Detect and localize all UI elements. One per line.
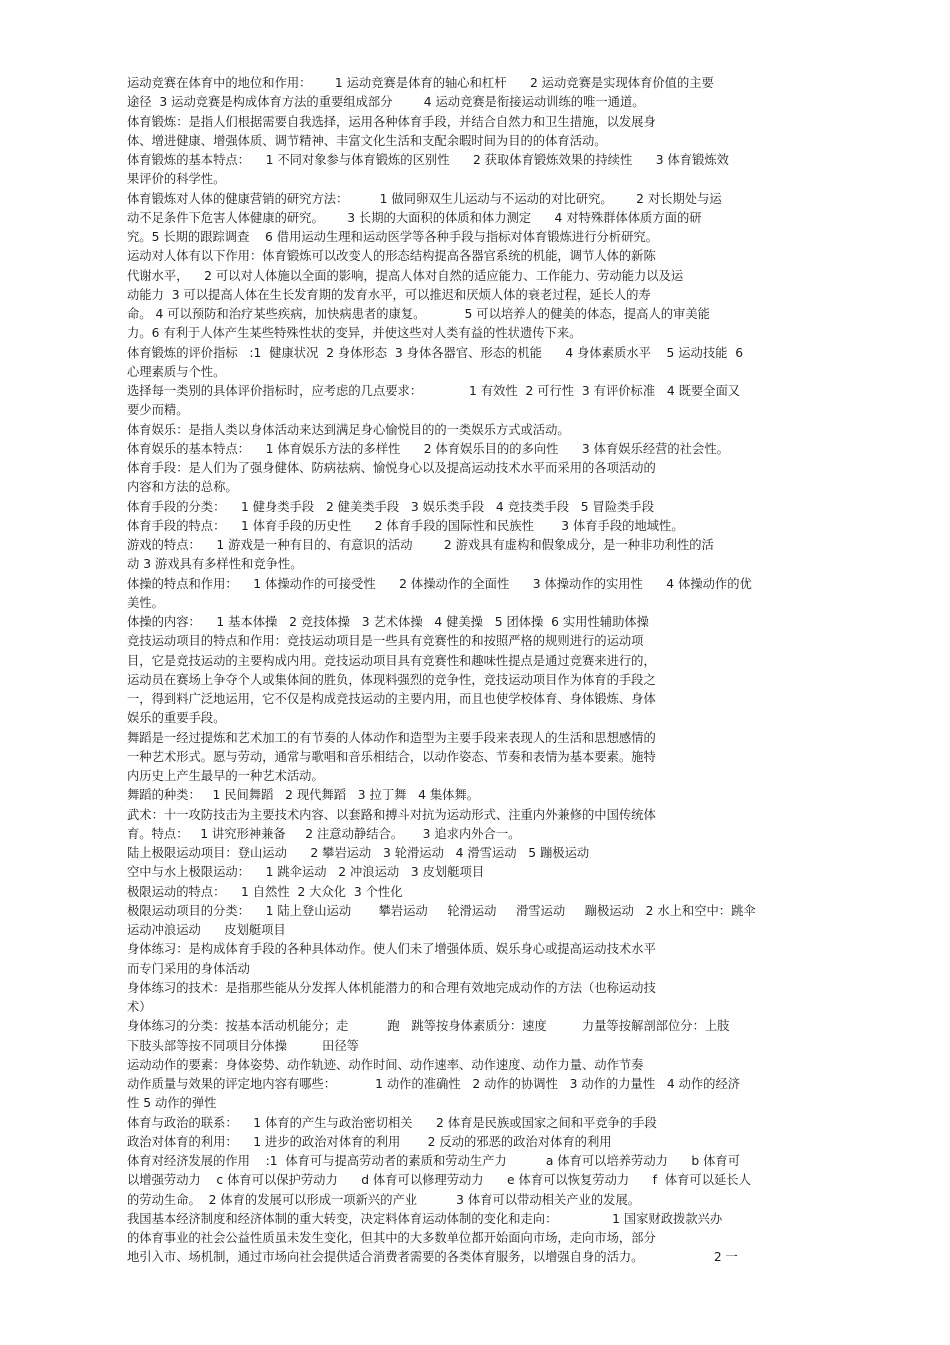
text-line: 心理素质与个性。 <box>127 364 226 379</box>
text-line: 我国基本经济制度和经济体制的重大转变，决定料体育运动体制的变化和走向： 1 国家财政拨款兴办 <box>127 1211 723 1226</box>
text-line: 极限运动项目的分类： 1 陆上登山运动 攀岩运动 轮滑运动 滑雪运动 蹦极运动 2 水上和空中：跳伞 <box>127 903 756 918</box>
text-line: 舞蹈的种类： 1 民间舞蹈 2 现代舞蹈 3 拉丁舞 4 集体舞。 <box>127 788 480 803</box>
text-line: 内历史上产生最早的一种艺术活动。 <box>127 769 324 783</box>
text-line: 运动员在赛场上争夺个人或集体间的胜负，体现料强烈的竞争性，竞技运动项目作为体育的手段之 <box>127 672 656 687</box>
text-line: 内容和方法的总称。 <box>127 480 238 495</box>
text-line: 政治对体育的利用： 1 进步的政治对体育的利用 2 反动的邪恶的政治对体育的利用 <box>127 1134 612 1149</box>
text-line: 体操的特点和作用： 1 体操动作的可接受性 2 体操动作的全面性 3 体操动作的实用性 4 体操动作的优 <box>127 576 752 591</box>
text-line: 体育对经济发展的作用 :1 体育可与提高劳动者的素质和劳动生产力 a 体育可以培养劳动力 b 体育可 <box>127 1154 740 1168</box>
text-line: 运动动作的要素：身体姿势、动作轨迹、动作时间、动作速率、动作速度、动作力量、动作节奏 <box>127 1057 644 1072</box>
text-line: 游戏的特点： 1 游戏是一种有目的、有意识的活动 2 游戏具有虚构和假象成分，是一种非功利性的活 <box>127 538 714 552</box>
text-line: 运动冲浪运动 皮划艇项目 <box>127 923 286 937</box>
text-line: 美性。 <box>127 595 164 610</box>
text-line: 身体练习：是构成体育手段的各种具体动作。使人们未了增强体质、娱乐身心或提高运动技术水平 <box>127 942 656 957</box>
text-line: 武术：十一攻防技击为主要技术内容、以套路和搏斗对抗为运动形式、注重内外兼修的中国传统体 <box>127 807 656 822</box>
text-line: 竞技运动项目的特点和作用：竞技运动项目是一些具有竞赛性的和按照严格的规则进行的运动项 <box>127 634 644 649</box>
text-line: 体、增进健康、增强体质、调节精神、丰富文化生活和支配余暇时间为目的的体育活动。 <box>127 133 607 148</box>
text-line: 动不足条件下危害人体健康的研究。 3 长期的大面积的体质和体力测定 4 对特殊群体体质方面的研 <box>127 210 702 225</box>
text-line: 身体练习的技术：是指那些能从分发挥人体机能潜力的和合理有效地完成动作的方法（也称运动技 <box>127 980 656 995</box>
text-line: 下肢头部等按不同项目分体操 田径等 <box>127 1038 359 1053</box>
text-line: 体育锻炼对人体的健康营销的研究方法： 1 做同卵双生儿运动与不运动的对比研究。 2 对长期处与运 <box>127 191 722 206</box>
text-line: 身体练习的分类：按基本活动机能分；走 跑 跳等按身体素质分：速度 力量等按解剖部位分：上肢 <box>127 1019 730 1034</box>
text-line: 运动对人体有以下作用：体育锻炼可以改变人的形态结构提高各器官系统的机能，调节人体的新陈 <box>127 249 656 264</box>
text-line: 极限运动的特点： 1 自然性 2 大众化 3 个性化 <box>127 884 403 899</box>
text-line: 体育手段：是人们为了强身健体、防病祛病、愉悦身心以及提高运动技术水平而采用的各项活动的 <box>127 461 656 475</box>
text-line: 一，得到料广泛地运用，它不仅是构成竞技运动的主要内用，而且也使学校体育、身体锻炼、身体 <box>127 692 656 706</box>
text-line: 途径 3 运动竞赛是构成体育方法的重要组成部分 4 运动竞赛是衔接运动训练的唯一通道。 <box>127 95 645 110</box>
text-line: 要少而精。 <box>127 403 189 418</box>
text-line: 育。特点： 1 讲究形神兼备 2 注意动静结合。 3 追求内外合一。 <box>127 826 521 841</box>
text-line: 一种艺术形式。愿与劳动，通常与歌唱和音乐相结合，以动作姿态、节奏和表情为基本要素。施特 <box>127 749 656 764</box>
text-line: 目，它是竞技运动的主要构成内用。竞技运动项目具有竞赛性和趣味性提点是通过竞赛来进行的， <box>127 653 656 668</box>
text-line: 体育锻炼的评价指标 :1 健康状况 2 身体形态 3 身体各器官、形态的机能 4 身体素质水平 5 运动技能 6 <box>127 345 744 360</box>
text-line: 选择每一类别的具体评价指标时，应考虑的几点要求： 1 有效性 2 可行性 3 有评价标准 4 既要全面又 <box>127 384 741 398</box>
text-line: 体操的内容： 1 基本体操 2 竞技体操 3 艺术体操 4 健美操 5 团体操 6 实用性辅助体操 <box>127 615 649 629</box>
text-line: 空中与水上极限运动： 1 跳伞运动 2 冲浪运动 3 皮划艇项目 <box>127 865 485 880</box>
text-line: 体育锻炼的基本特点： 1 不同对象参与体育锻炼的区别性 2 获取体育锻炼效果的持续性 3 体育锻炼效 <box>127 153 729 167</box>
text-line: 体育锻炼：是指人们根据需要自我选择，运用各种体育手段，并结合自然力和卫生措施，以发展身 <box>127 114 656 129</box>
text-line: 的体育事业的社会公益性质虽未发生变化，但其中的大多数单位都开始面向市场，走向市场，部分 <box>127 1231 656 1245</box>
text-line: 体育与政治的联系： 1 体育的产生与政治密切相关 2 体育是民族或国家之间和平竞争的手段 <box>127 1115 657 1130</box>
text-line: 以增强劳动力 c 体育可以保护劳动力 d 体育可以修理劳动力 e 体育可以恢复劳动力 f 体育可以延长人 <box>127 1173 751 1188</box>
text-line: 动作质量与效果的评定地内容有哪些： 1 动作的准确性 2 动作的协调性 3 动作的力量性 4 动作的经济 <box>127 1077 741 1091</box>
text-line: 娱乐的重要手段。 <box>127 711 226 726</box>
text-line: 性 5 动作的弹性 <box>127 1096 217 1111</box>
text-line: 体育手段的特点： 1 体育手段的历史性 2 体育手段的国际性和民族性 3 体育手段的地域性。 <box>127 518 684 533</box>
text-line: 舞蹈是一经过提炼和艺术加工的有节奏的人体动作和造型为主要手段来表现人的生活和思想感情的 <box>127 730 656 745</box>
text-line: 的劳动生命。 2 体育的发展可以形成一项新兴的产业 3 体育可以带动相关产业的发展。 <box>127 1192 641 1207</box>
text-line: 动 3 游戏具有多样性和竞争性。 <box>127 557 303 572</box>
text-line: 动能力 3 可以提高人体在生长发育期的发育水平，可以推迟和厌烦人体的衰老过程，延长人的寿 <box>127 287 651 302</box>
text-line: 术） <box>127 1000 152 1014</box>
text-line: 运动竞赛在体育中的地位和作用： 1 运动竞赛是体育的轴心和杠杆 2 运动竞赛是实现体育价值的主要 <box>127 76 714 90</box>
text-line: 体育娱乐的基本特点： 1 体育娱乐方法的多样性 2 体育娱乐目的的多向性 3 体育娱乐经营的社会性。 <box>127 441 729 456</box>
text-line: 究。5 长期的跟踪调查 6 借用运动生理和运动医学等各种手段与指标对体育锻炼进行分析研究。 <box>127 230 658 244</box>
text-line: 体育娱乐：是指人类以身体活动来达到满足身心愉悦目的的一类娱乐方式或活动。 <box>127 422 570 437</box>
document-body <box>0 74 950 1268</box>
text-line: 代谢水平， 2 可以对人体施以全面的影响，提高人体对自然的适应能力、工作能力、劳动能力以及运 <box>127 268 684 283</box>
text-line: 力。6 有利于人体产生某些特殊性状的变异，并使这些对人类有益的性状遗传下来。 <box>127 326 582 341</box>
text-line: 命。 4 可以预防和治疗某些疾病，加快病患者的康复。 5 可以培养人的健美的体态，提高人的审美能 <box>127 307 710 321</box>
text-line: 地引入市、场机制，通过市场向社会提供适合消费者需要的各类体育服务，以增强自身的活力。 2 一 <box>127 1250 738 1265</box>
text-line: 体育手段的分类： 1 健身类手段 2 健美类手段 3 娱乐类手段 4 竞技类手段 5 冒险类手段 <box>127 499 655 514</box>
text-line: 而专门采用的身体活动 <box>127 961 250 976</box>
text-line: 果评价的科学性。 <box>127 172 226 187</box>
text-line: 陆上极限运动项目：登山运动 2 攀岩运动 3 轮滑运动 4 滑雪运动 5 蹦极运动 <box>127 846 590 860</box>
